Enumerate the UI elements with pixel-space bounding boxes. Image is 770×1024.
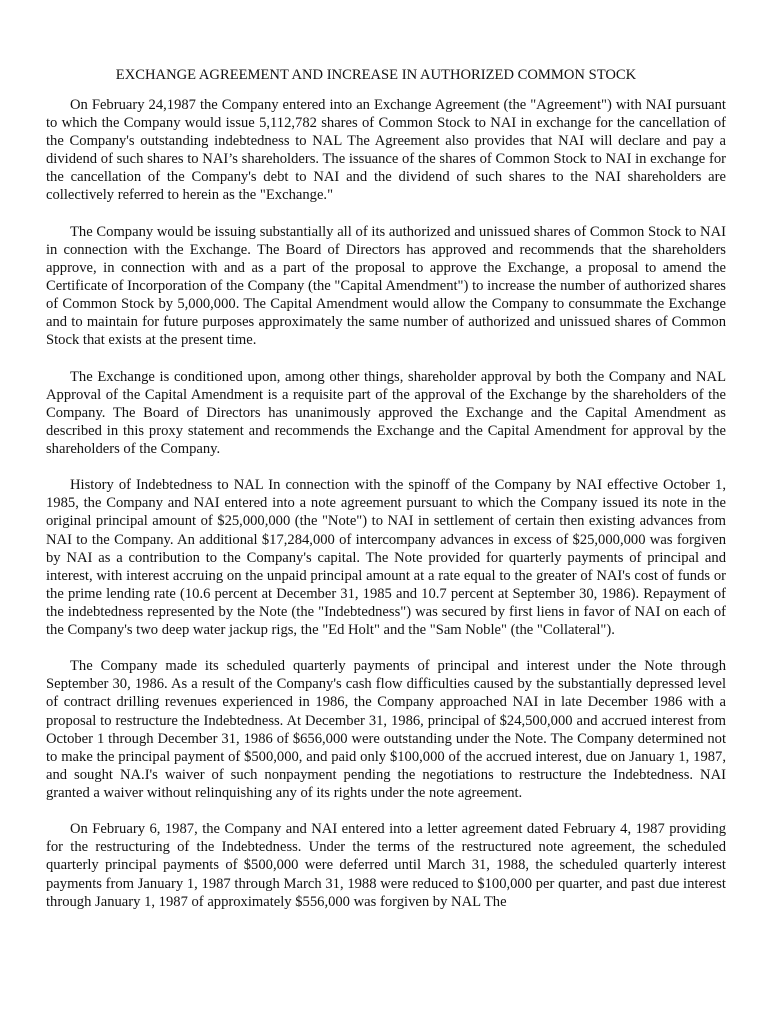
paragraph-exchange-agreement: On February 24,1987 the Company entered into an Exchange Agreement (the "Agreement") with NAI pursuant to which the Company would issue 5,112,782 shares of Common Stock to NAI in exchange for the cancellation of the Company's outstanding indebtedness to NAL The Agreement also provides that NAI will declare and pay a dividend of such shares to NAI’s shareholders. The issuance of the shares of Common Stock to NAI in exchange for the cancellation of the Company's debt to NAI and the dividend of such shares to the NAI shareholders are collectively referred to herein as the "Exchange." [46,97,726,204]
paragraph-history-of-indebtedness: History of Indebtedness to NAL In connection with the spinoff of the Company by NAI effective October 1, 1985, the Company and NAI entered into a note agreement pursuant to which the Company issued its note in the original principal amount of $25,000,000 (the "Note") to NAI in settlement of certain then existing advances from NAI to the Company. An additional $17,284,000 of intercompany advances in excess of $25,000,000 was forgiven by NAI as a contribution to the Company's capital. The Note provided for quarterly payments of principal and interest, with interest accruing on the unpaid principal amount at a rate equal to the greater of NAI's cost of funds or the prime lending rate (10.6 percent at December 31, 1985 and 10.7 percent at September 30, 1986). Repayment of the indebtedness represented by the Note (the "Indebtedness") was secured by first liens in favor of NAI on each of the Company's two deep water jackup rigs, the "Ed Holt" and the "Sam Noble" (the "Collateral"). [46,477,726,638]
paragraph-restructuring: On February 6, 1987, the Company and NAI entered into a letter agreement dated February 4, 1987 providing for the restructuring of the Indebtedness. Under the terms of the restructured note agreement, the scheduled quarterly principal payments of $500,000 were deferred until March 31, 1988, the scheduled quarterly interest payments from January 1, 1987 through March 31, 1988 were reduced to $100,000 per quarter, and past due interest through January 1, 1987 of approximately $556,000 was forgiven by NAL The [46,821,726,910]
paragraph-capital-amendment: The Company would be issuing substantially all of its authorized and unissued shares of Common Stock to NAI in connection with the Exchange. The Board of Directors has approved and recommends that the shareholders approve, in connection with and as a part of the proposal to approve the Exchange, a proposal to amend the Certificate of Incorporation of the Company (the "Capital Amendment") to increase the number of authorized shares of Common Stock by 5,000,000. The Capital Amendment would allow the Company to consummate the Exchange and to maintain for future purposes approximately the same number of authorized and unissued shares of Common Stock that exists at the present time. [46,223,726,349]
document-page [46,66,726,911]
document-title: EXCHANGE AGREEMENT AND INCREASE IN AUTHORIZED COMMON STOCK [115,67,637,83]
paragraph-exchange-conditions: The Exchange is conditioned upon, among other things, shareholder approval by both the Company and NAL Approval of the Capital Amendment is a requisite part of the approval of the Exchange by the shareholders of the Company. The Board of Directors has unanimously approved the Exchange and the Capital Amendment as described in this proxy statement and recommends the Exchange and the Capital Amendment for approval by the shareholders of the Company. [46,368,726,457]
paragraph-scheduled-payments: The Company made its scheduled quarterly payments of principal and interest under the Note through September 30, 1986. As a result of the Company's cash flow difficulties caused by the substantially depressed level of contract drilling revenues experienced in 1986, the Company approached NAI in late December 1986 with a proposal to restructure the Indebtedness. At December 31, 1986, principal of $24,500,000 and accrued interest from October 1 through December 31, 1986 of $656,000 were outstanding under the Note. The Company determined not to make the principal payment of $500,000, and paid only $100,000 of the accrued interest, due on January 1, 1987, and sought NA.I's waiver of such nonpayment pending the negotiations to restructure the Indebtedness. NAI granted a waiver without relinquishing any of its rights under the note agreement. [46,658,726,801]
